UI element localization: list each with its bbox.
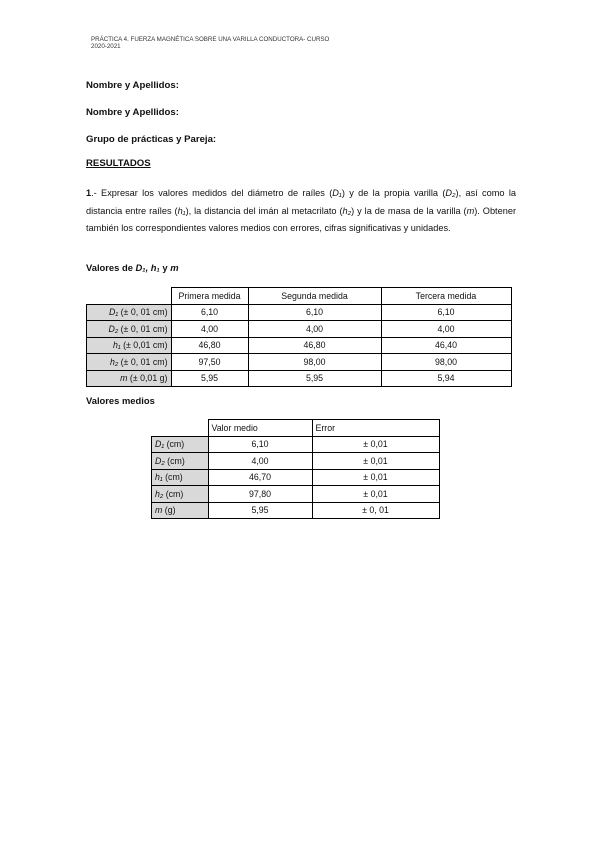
question-text: .- Expresar los valores medidos del diámetro de raíles ( [91, 188, 333, 198]
row-label: D₂ (cm) [152, 453, 209, 470]
table-cell: ± 0,01 [312, 453, 439, 470]
name-field-1: Nombre y Apellidos: [86, 80, 179, 91]
table-cell: 6,10 [381, 304, 511, 321]
var-d2: D₂ [445, 188, 456, 198]
table-cell: 6,10 [208, 436, 312, 453]
question-1 [86, 185, 516, 238]
table-cell: 46,70 [208, 469, 312, 486]
row-label: D₁ (± 0, 01 cm) [87, 304, 172, 321]
table-row [87, 354, 512, 371]
table-row [87, 370, 512, 387]
row-label: D₁ (cm) [152, 436, 209, 453]
table-cell: 46,80 [171, 337, 248, 354]
table-header-cell: Valor medio [208, 420, 312, 437]
row-label: m (g) [152, 502, 209, 519]
group-field: Grupo de prácticas y Pareja: [86, 134, 217, 145]
table-row [152, 453, 440, 470]
measurements-table [86, 287, 512, 387]
question-text: ). Obtener también los correspondientes valores medios con errores, cifras significativas y unidades. [86, 205, 516, 233]
table-header-cell: Primera medida [171, 288, 248, 305]
table-cell: 97,80 [208, 486, 312, 503]
question-number: 1 [86, 188, 92, 198]
table-cell: 6,10 [171, 304, 248, 321]
table-header-cell: Tercera medida [381, 288, 511, 305]
table-header-cell: Error [312, 420, 439, 437]
table-header-cell: Segunda medida [248, 288, 381, 305]
table-cell: 46,40 [381, 337, 511, 354]
table-row [87, 337, 512, 354]
header-line-1: PRÁCTICA 4. FUERZA MAGNÉTICA SOBRE UNA VARILLA CONDUCTORA- CURSO [91, 36, 330, 43]
table-cell: 5,95 [208, 502, 312, 519]
mean-values-table [151, 419, 440, 519]
section-title: RESULTADOS [86, 158, 151, 169]
table-cell: ± 0,01 [312, 469, 439, 486]
question-text: ), así como la distancia entre raíles ( [86, 188, 516, 216]
table-cell: 97,50 [171, 354, 248, 371]
table-cell: ± 0, 01 [312, 502, 439, 519]
table-cell: ± 0,01 [312, 486, 439, 503]
header-line-2: 2020-2021 [91, 43, 121, 50]
name-field-2: Nombre y Apellidos: [86, 107, 179, 118]
table-row [152, 469, 440, 486]
var-m: m [466, 205, 475, 216]
table-row [152, 486, 440, 503]
table-row [87, 304, 512, 321]
var-h1: h₁ [177, 205, 186, 216]
table-cell: 6,10 [248, 304, 381, 321]
row-label: h₂ (± 0, 01 cm) [87, 354, 172, 371]
question-text: ) y la de masa de la varilla ( [351, 205, 467, 216]
table-row [152, 502, 440, 519]
question-text: ), la distancia del imán al metacrilato ( [185, 205, 343, 216]
table-row [87, 321, 512, 338]
table-cell: 46,80 [248, 337, 381, 354]
table-cell: 4,00 [171, 321, 248, 338]
table-row [152, 436, 440, 453]
page-header [91, 36, 391, 50]
var-h2: h₂ [342, 205, 352, 216]
table-header-row [152, 420, 440, 437]
row-label: m (± 0,01 g) [87, 370, 172, 387]
table-cell: 98,00 [381, 354, 511, 371]
table-cell: ± 0,01 [312, 436, 439, 453]
row-label: h₁ (± 0,01 cm) [87, 337, 172, 354]
table-cell: 4,00 [381, 321, 511, 338]
table2-title: Valores medios [86, 395, 155, 406]
row-label: h₁ (cm) [152, 469, 209, 486]
var-d1: D₁ [332, 188, 342, 198]
row-label: h₂ (cm) [152, 486, 209, 503]
table-cell: 5,94 [381, 370, 511, 387]
table-cell: 5,95 [171, 370, 248, 387]
question-text: ) y de la propia varilla ( [341, 188, 446, 198]
table-cell: 4,00 [208, 453, 312, 470]
table-cell: 4,00 [248, 321, 381, 338]
table-cell: 98,00 [248, 354, 381, 371]
row-label: D₂ (± 0, 01 cm) [87, 321, 172, 338]
table1-title: Valores de D₁, h₁ y m [86, 262, 179, 273]
table-cell: 5,95 [248, 370, 381, 387]
table-header-row [87, 288, 512, 305]
